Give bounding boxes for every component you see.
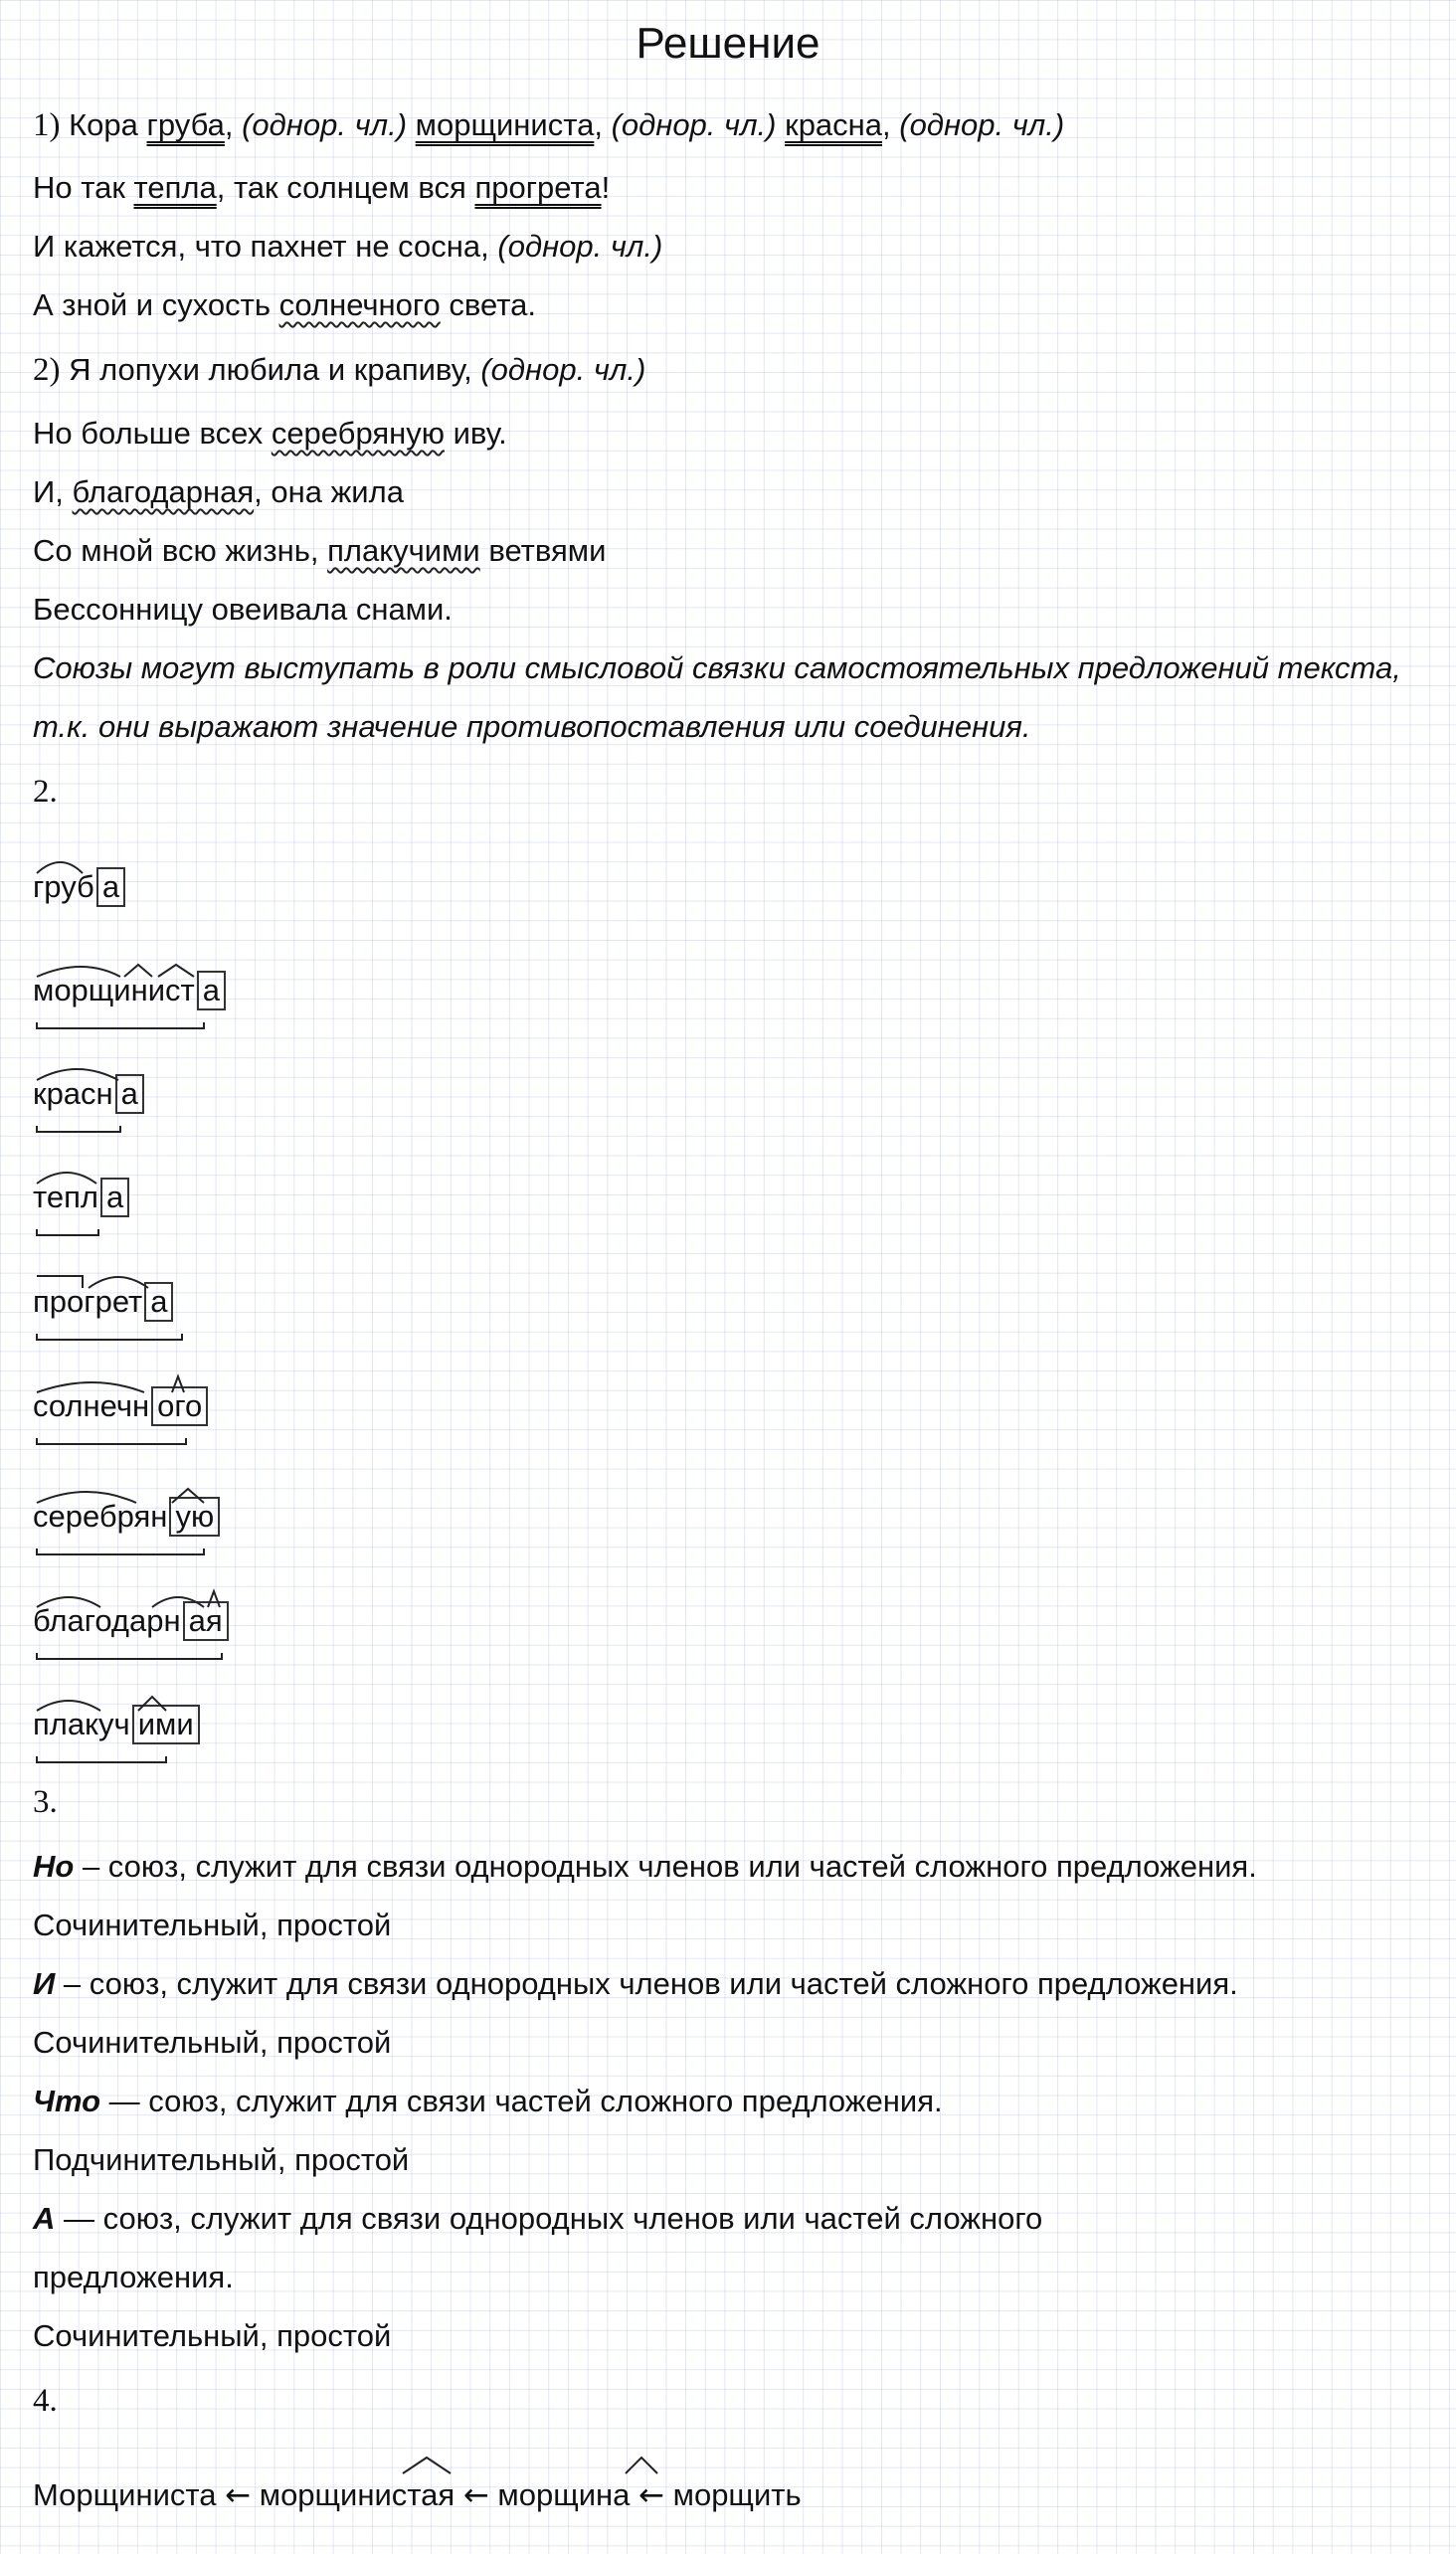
attribute-word: плакучими	[327, 533, 480, 568]
word-ending: ими	[132, 1705, 200, 1744]
morph-word	[33, 1178, 129, 1217]
word-ending: ого	[151, 1386, 208, 1426]
text: А зной и сухость	[33, 287, 279, 322]
definition-text: — союз, служит для связи однородных членов или частей сложного	[55, 2201, 1043, 2236]
section-number: 1)	[33, 107, 61, 143]
conjunction-word: И	[33, 1966, 56, 2001]
text: И,	[33, 474, 73, 509]
morpheme-marks	[33, 1370, 212, 1440]
word-ending: а	[100, 1178, 129, 1217]
hint: (однор. чл.)	[611, 107, 777, 142]
morpheme-marks	[33, 1266, 212, 1336]
hint: (однор. чл.)	[899, 107, 1065, 142]
text: света.	[440, 287, 536, 322]
word-stem: благодарн	[33, 1603, 181, 1638]
text: Но больше всех	[33, 416, 272, 451]
poem-1-line-1	[33, 105, 1064, 145]
morph-word	[33, 1601, 229, 1641]
predicate-word: прогрета	[474, 170, 602, 205]
definition-text: – союз, служит для связи однородных членов или частей сложного предложения.	[55, 1966, 1238, 2001]
chain-word: морщинистая	[259, 2477, 455, 2512]
attribute-word: солнечного	[278, 287, 441, 322]
section-number: 3.	[33, 1784, 58, 1820]
word-ending: а	[144, 1282, 173, 1322]
text: И кажется, что пахнет не сосна,	[33, 229, 498, 264]
word-ending: ая	[183, 1601, 229, 1641]
morpheme-marks	[33, 1585, 252, 1655]
conjunction-definition	[33, 2082, 943, 2121]
conjunction-word: А	[33, 2201, 56, 2236]
conjunction-definition	[33, 1964, 1238, 2004]
morph-word	[33, 1705, 200, 1744]
text: ,	[224, 107, 243, 142]
poem-1-line-3	[33, 227, 662, 267]
predicate-word: тепла	[133, 170, 217, 205]
word-stem: морщинист	[33, 973, 195, 1007]
left-arrow-icon: ←	[462, 2477, 489, 2513]
morph-word	[33, 1282, 173, 1322]
hint: (однор. чл.)	[242, 107, 408, 142]
morph-word	[33, 1074, 144, 1114]
text: , она жила	[254, 474, 404, 509]
morph-word	[33, 1386, 208, 1426]
text: Кора	[69, 107, 147, 142]
section-number: 4.	[33, 2383, 58, 2419]
text: !	[601, 170, 611, 205]
section-number: 2.	[33, 774, 58, 810]
word-stem: солнечн	[33, 1388, 150, 1423]
word-stem: тепл	[33, 1180, 98, 1214]
morph-word	[33, 1497, 220, 1537]
left-arrow-icon: ←	[225, 2477, 252, 2513]
hint: (однор. чл.)	[480, 352, 646, 387]
morpheme-marks	[33, 1162, 152, 1231]
morph-word	[33, 971, 226, 1010]
section-number: 2)	[33, 352, 61, 388]
conjunction-type: Сочинительный, простой	[33, 1908, 392, 1942]
chain-word: Морщиниста	[33, 2477, 217, 2512]
poem-2-line-1	[33, 350, 645, 390]
predicate-word: красна	[785, 107, 883, 142]
note-line-2: т.к. они выражают значение противопоставления или соединения.	[33, 709, 1031, 744]
morpheme-marks	[33, 955, 232, 1024]
conjunction-definition	[33, 2199, 1042, 2239]
morpheme-marks	[33, 1481, 232, 1551]
text	[777, 107, 786, 142]
poem-2-line-4	[33, 531, 606, 571]
word-ending: а	[115, 1074, 144, 1114]
suffix-marks	[33, 2454, 550, 2483]
poem-2-line-5: Бессонницу овеивала снами.	[33, 592, 453, 627]
morph-word	[33, 867, 125, 907]
word-ending: а	[197, 971, 226, 1010]
word-ending: ую	[169, 1497, 220, 1537]
word-stem: плакуч	[33, 1707, 130, 1741]
conjunction-word: Что	[33, 2084, 101, 2118]
morpheme-marks	[33, 1058, 172, 1128]
definition-continuation: предложения.	[33, 2260, 234, 2294]
poem-2-line-3	[33, 472, 404, 512]
chain-word: морщина	[497, 2477, 631, 2512]
text: Я лопухи любила и крапиву,	[60, 352, 481, 387]
conjunction-type: Сочинительный, простой	[33, 2025, 392, 2060]
predicate-word: морщиниста	[415, 107, 595, 142]
poem-1-line-4	[33, 285, 536, 325]
text: ,	[594, 107, 612, 142]
morpheme-marks	[33, 851, 152, 911]
conjunction-type: Подчинительный, простой	[33, 2142, 410, 2177]
definition-text: – союз, служит для связи однородных членов или частей сложного предложения.	[74, 1849, 1257, 1884]
poem-1-line-2	[33, 168, 610, 208]
conjunction-definition	[33, 1847, 1257, 1887]
derivation-chain	[33, 2475, 802, 2515]
text: , так солнцем вся	[216, 170, 475, 205]
note-line-1: Союзы могут выступать в роли смысловой связки самостоятельных предложений текста,	[33, 650, 1401, 685]
definition-text: — союз, служит для связи частей сложного предложения.	[100, 2084, 943, 2118]
attribute-word: благодарная	[72, 474, 255, 509]
word-stem: груб	[33, 869, 94, 904]
word-stem: красн	[33, 1076, 113, 1111]
conjunction-type: Сочинительный, простой	[33, 2318, 392, 2353]
morpheme-marks	[33, 1689, 232, 1758]
text: Но так	[33, 170, 134, 205]
predicate-word: груба	[146, 107, 225, 142]
text: иву.	[445, 416, 507, 451]
word-ending: а	[96, 867, 125, 907]
word-stem: серебрян	[33, 1499, 168, 1534]
poem-2-line-2	[33, 414, 507, 454]
text: ,	[882, 107, 900, 142]
chain-word: морщить	[672, 2477, 802, 2512]
text: Со мной всю жизнь,	[33, 533, 328, 568]
word-stem: прогрет	[33, 1284, 143, 1319]
left-arrow-icon: ←	[638, 2477, 665, 2513]
hint: (однор. чл.)	[497, 229, 663, 264]
conjunction-word: Но	[33, 1849, 75, 1884]
text: ветвями	[479, 533, 607, 568]
text	[407, 107, 416, 142]
attribute-word: серебряную	[271, 416, 445, 451]
page-title: Решение	[636, 19, 820, 68]
